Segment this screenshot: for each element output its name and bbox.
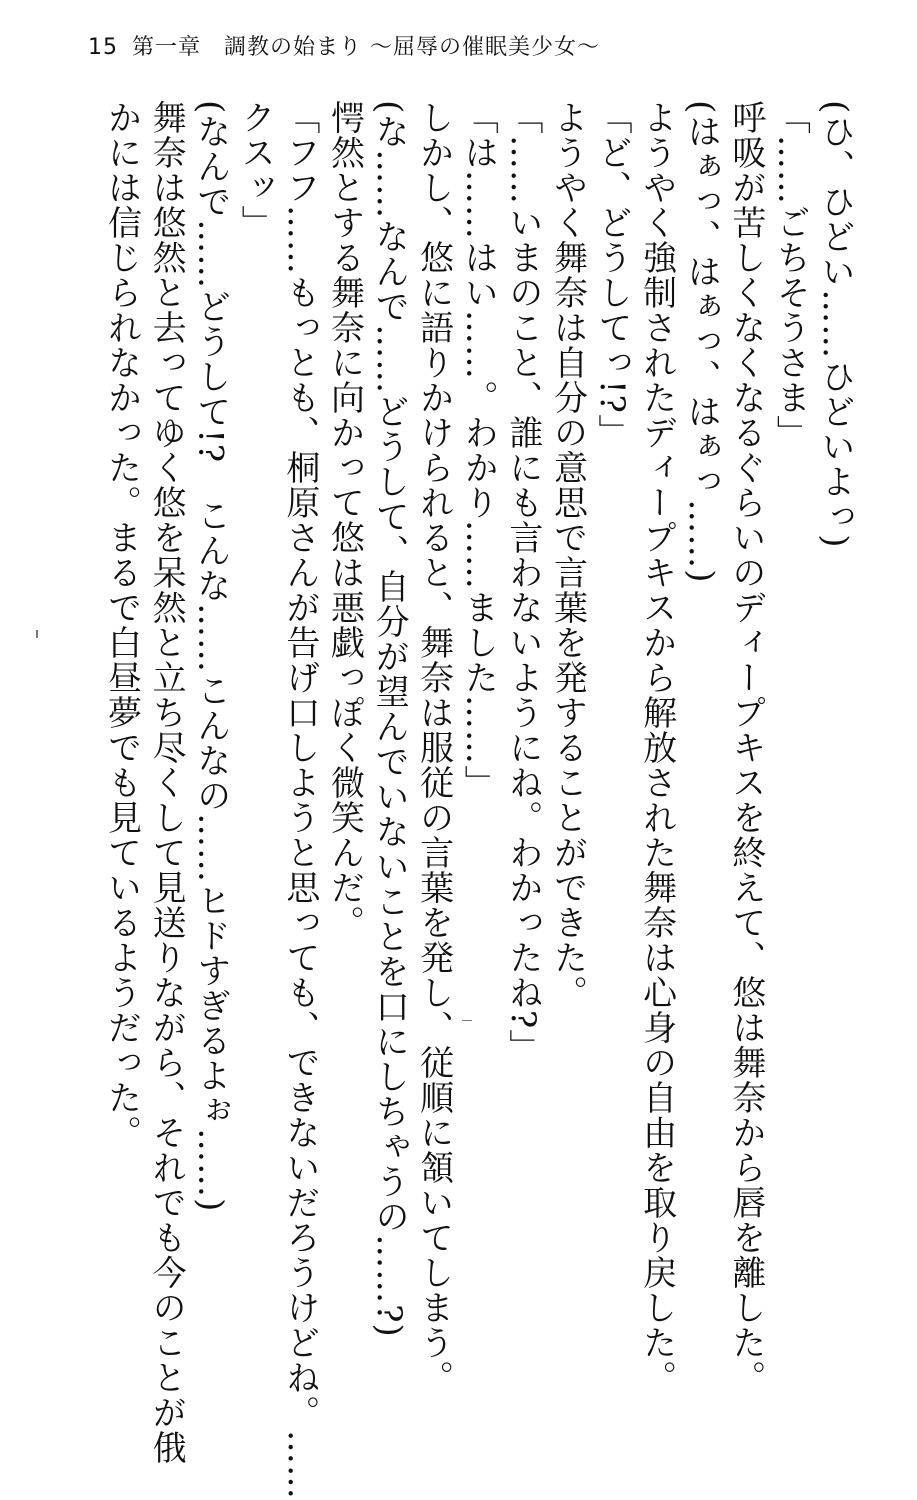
scan-speck — [462, 1020, 472, 1021]
text-line: (はぁっ、はぁっ、はぁっ……) — [681, 100, 722, 584]
page-number: 15 — [88, 35, 118, 60]
running-title: 第一章 調教の始まり 〜屈辱の催眠美少女〜 — [132, 35, 600, 60]
text-line: 「ど、どうしてっ!?」 — [592, 100, 633, 449]
text-line: 舞奈は悠然と去ってゆく悠を呆然と立ち尽くして見送りながら、それでも今のことが俄 — [146, 100, 187, 1465]
text-line: 愕然とする舞奈に向かって悠は悪戯っぽく微笑んだ。 — [324, 100, 365, 940]
text-line: 「は……はい……。わかり……ました……」 — [458, 100, 499, 800]
text-line: しかし、悠に語りかけられると、舞奈は服従の言葉を発し、従順に頷いてしまう。 — [413, 100, 454, 1395]
text-line: かには信じられなかった。まるで白昼夢でも見ているようだった。 — [101, 100, 142, 1150]
page-header — [88, 30, 600, 60]
text-line: (な……なんで……どうして、自分が望んでいないことを口にしちゃうの……?) — [369, 100, 410, 1338]
text-line: ようやく強制されたディープキスから解放された舞奈は心身の自由を取り戻した。 — [636, 100, 677, 1395]
text-line: 「フフ……もっとも、桐原さんが告げ口しようと思っても、できないだろうけどね。…… — [279, 100, 320, 1500]
text-line: クスッ」 — [235, 100, 276, 240]
text-line: 「……ごちそうさま」 — [770, 100, 811, 450]
vertical-text-block — [99, 100, 857, 1500]
scan-speck — [36, 630, 38, 638]
text-line: (ひ、ひどい……ひどいよっ) — [815, 100, 855, 549]
text-line: 呼吸が苦しくなくなるぐらいのディープキスを終えて、悠は舞奈から唇を離した。 — [725, 100, 766, 1395]
text-line: (なんで……どうして!? こんな……こんなの……ヒドすぎるよぉ……) — [190, 100, 231, 1213]
text-line: 「……いまのこと、誰にも言わないようにね。わかったね?」 — [502, 100, 543, 1065]
text-line: ようやく舞奈は自分の意思で言葉を発することができた。 — [547, 100, 588, 1010]
